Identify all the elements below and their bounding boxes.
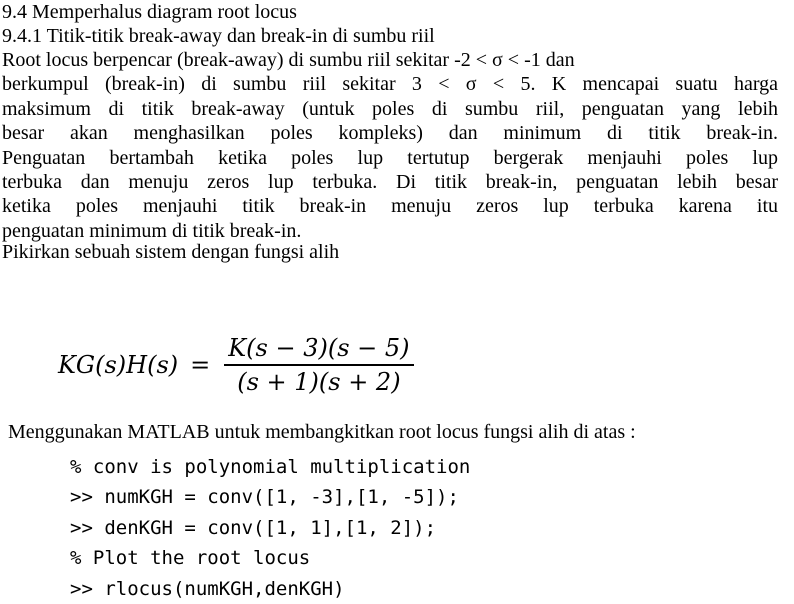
- body-paragraph: [2, 48, 778, 243]
- paragraph-line: Root locus berpencar (break-away) di sumbu riil sekitar -2 < σ < -1 dan: [2, 49, 575, 71]
- matlab-code-block: [70, 452, 470, 604]
- subsection-heading: 9.4.1 Titik-titik break-away dan break-in di sumbu riil: [2, 25, 435, 47]
- paragraph-line: maksimum di titik break-away (untuk poles di sumbu riil, penguatan yang lebih: [2, 97, 778, 120]
- code-line: >> denKGH = conv([1, 1],[1, 2]);: [70, 516, 437, 539]
- paragraph-line: penguatan minimum di titik break-in.: [2, 219, 302, 242]
- code-line: % Plot the root locus: [70, 547, 311, 570]
- paragraph-line: Penguatan bertambah ketika poles lup tertutup bergerak menjauhi poles lup: [2, 146, 778, 169]
- paragraph-line: besar akan menghasilkan poles kompleks) dan minimum di titik break-in.: [2, 122, 778, 145]
- matlab-intro-text: Menggunakan MATLAB untuk membangkitkan root locus fungsi alih di atas :: [8, 421, 636, 443]
- equation-lhs: KG(s)H(s): [58, 351, 179, 379]
- equation-fraction: [224, 334, 413, 396]
- paragraph-line: berkumpul (break-in) di sumbu riil sekitar 3 < σ < 5. K mencapai suatu harga: [2, 73, 778, 96]
- code-line: >> rlocus(numKGH,denKGH): [70, 577, 345, 600]
- paragraph-line: terbuka dan menuju zeros lup terbuka. Di titik break-in, penguatan lebih besar: [2, 171, 778, 194]
- equation-numerator: K(s − 3)(s − 5): [228, 334, 410, 362]
- paragraph-line: ketika poles menjauhi titik break-in menuju zeros lup terbuka karena itu: [2, 195, 778, 218]
- section-heading: 9.4 Memperhalus diagram root locus: [2, 1, 297, 23]
- equation-denominator: (s + 1)(s + 2): [237, 368, 401, 396]
- equation-equals: =: [190, 351, 211, 379]
- code-line: >> numKGH = conv([1, -3],[1, -5]);: [70, 486, 459, 509]
- transfer-function-equation: [58, 330, 414, 400]
- code-line: % conv is polynomial multiplication: [70, 456, 471, 478]
- system-intro-text: Pikirkan sebuah sistem dengan fungsi alih: [2, 241, 340, 263]
